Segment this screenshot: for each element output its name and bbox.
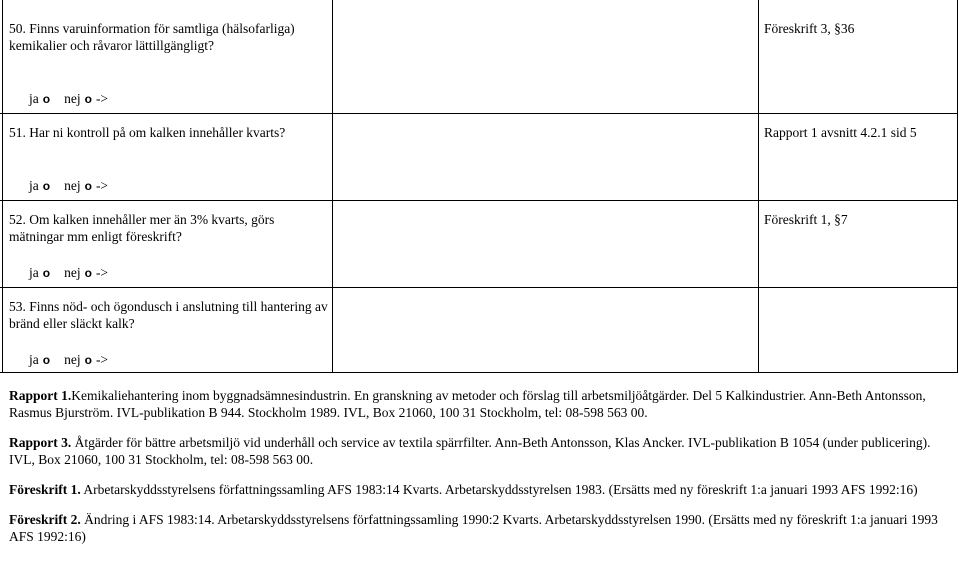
question-number: 51. [9,125,26,140]
table-column-divider [332,0,333,372]
answer-no-checkbox[interactable]: o [84,92,92,106]
reference-text: Åtgärder för bättre arbetsmiljö vid underhåll och service av textila spärrfilter. Ann-Beth Antonsson, Klas Ancker. IVL-publikation B 1054 (under publicering). IVL, Box 21060, 100 31 Stockholm, tel: 08-598 563 00. [9,435,931,467]
reference-item [9,481,939,498]
reference-list [9,387,939,558]
reference-label: Föreskrift 1. [9,482,81,497]
answer-no-label: nej [64,352,81,367]
question-50-reference: Föreskrift 3, §36 [764,21,855,36]
table-right-border [957,0,958,372]
reference-text: Kemikaliehantering inom byggnadsämnesindustrin. En granskning av metoder och förslag till arbetsmiljöåtgärder. Del 5 Kalkindustrier. Ann-Beth Antonsson, Rasmus Bjurström. IVL-publikation B 944. Stockholm 1989. IVL, Box 21060, 100 31 Stockholm, tel: 08-598 563 00. [9,388,926,420]
answer-no-checkbox[interactable]: o [84,179,92,193]
reference-label: Föreskrift 2. [9,512,81,527]
answer-yes-label: ja [29,178,39,193]
answer-yes-label: ja [29,265,39,280]
question-53 [9,298,329,332]
answer-row [29,90,108,108]
question-text: Finns varuinformation för samtliga (hälsofarliga) kemikalier och råvaror lättillgängligt? [9,21,295,53]
answer-row [29,264,108,282]
answer-yes-label: ja [29,352,39,367]
reference-item [9,434,939,468]
answer-yes-checkbox[interactable]: o [42,266,51,280]
question-50 [9,20,329,54]
question-51 [9,124,329,141]
question-number: 50. [9,21,26,36]
question-52 [9,211,329,245]
answer-no-label: nej [64,265,81,280]
question-number: 53. [9,299,26,314]
answer-yes-checkbox[interactable]: o [42,353,51,367]
table-row-divider [0,287,958,288]
answer-yes-checkbox[interactable]: o [42,179,51,193]
question-number: 52. [9,212,26,227]
reference-item [9,511,939,545]
table-bottom-border [0,372,958,373]
question-text: Om kalken innehåller mer än 3% kvarts, görs mätningar mm enligt föreskrift? [9,212,275,244]
answer-no-label: nej [64,178,81,193]
reference-text: Arbetarskyddsstyrelsens författningssamling AFS 1983:14 Kvarts. Arbetarskyddsstyrelsen 1983. (Ersätts med ny föreskrift 1:a januari 1993 AFS 1992:16) [80,482,918,497]
arrow-icon: -> [95,178,109,193]
answer-yes-label: ja [29,91,39,106]
reference-item [9,387,939,421]
arrow-icon: -> [95,352,109,367]
arrow-icon: -> [95,91,109,106]
table-left-border [2,0,3,372]
question-text: Har ni kontroll på om kalken innehåller kvarts? [29,125,286,140]
table-row-divider [0,200,958,201]
answer-no-checkbox[interactable]: o [84,353,92,367]
answer-no-label: nej [64,91,81,106]
arrow-icon: -> [95,265,109,280]
table-row-divider [0,113,958,114]
question-51-reference: Rapport 1 avsnitt 4.2.1 sid 5 [764,125,917,140]
reference-label: Rapport 1. [9,388,72,403]
question-52-reference: Föreskrift 1, §7 [764,212,848,227]
reference-text: Ändring i AFS 1983:14. Arbetarskyddsstyrelsens författningssamling 1990:2 Kvarts. Arbetarskyddsstyrelsen 1990. (Ersätts med ny föreskrift 1:a januari 1993 AFS 1992:16) [9,512,938,544]
reference-label: Rapport 3. [9,435,72,450]
answer-no-checkbox[interactable]: o [84,266,92,280]
answer-yes-checkbox[interactable]: o [42,92,51,106]
answer-row [29,351,108,369]
answer-row [29,177,108,195]
question-text: Finns nöd- och ögondusch i anslutning till hantering av bränd eller släckt kalk? [9,299,328,331]
table-column-divider-2 [758,0,759,372]
